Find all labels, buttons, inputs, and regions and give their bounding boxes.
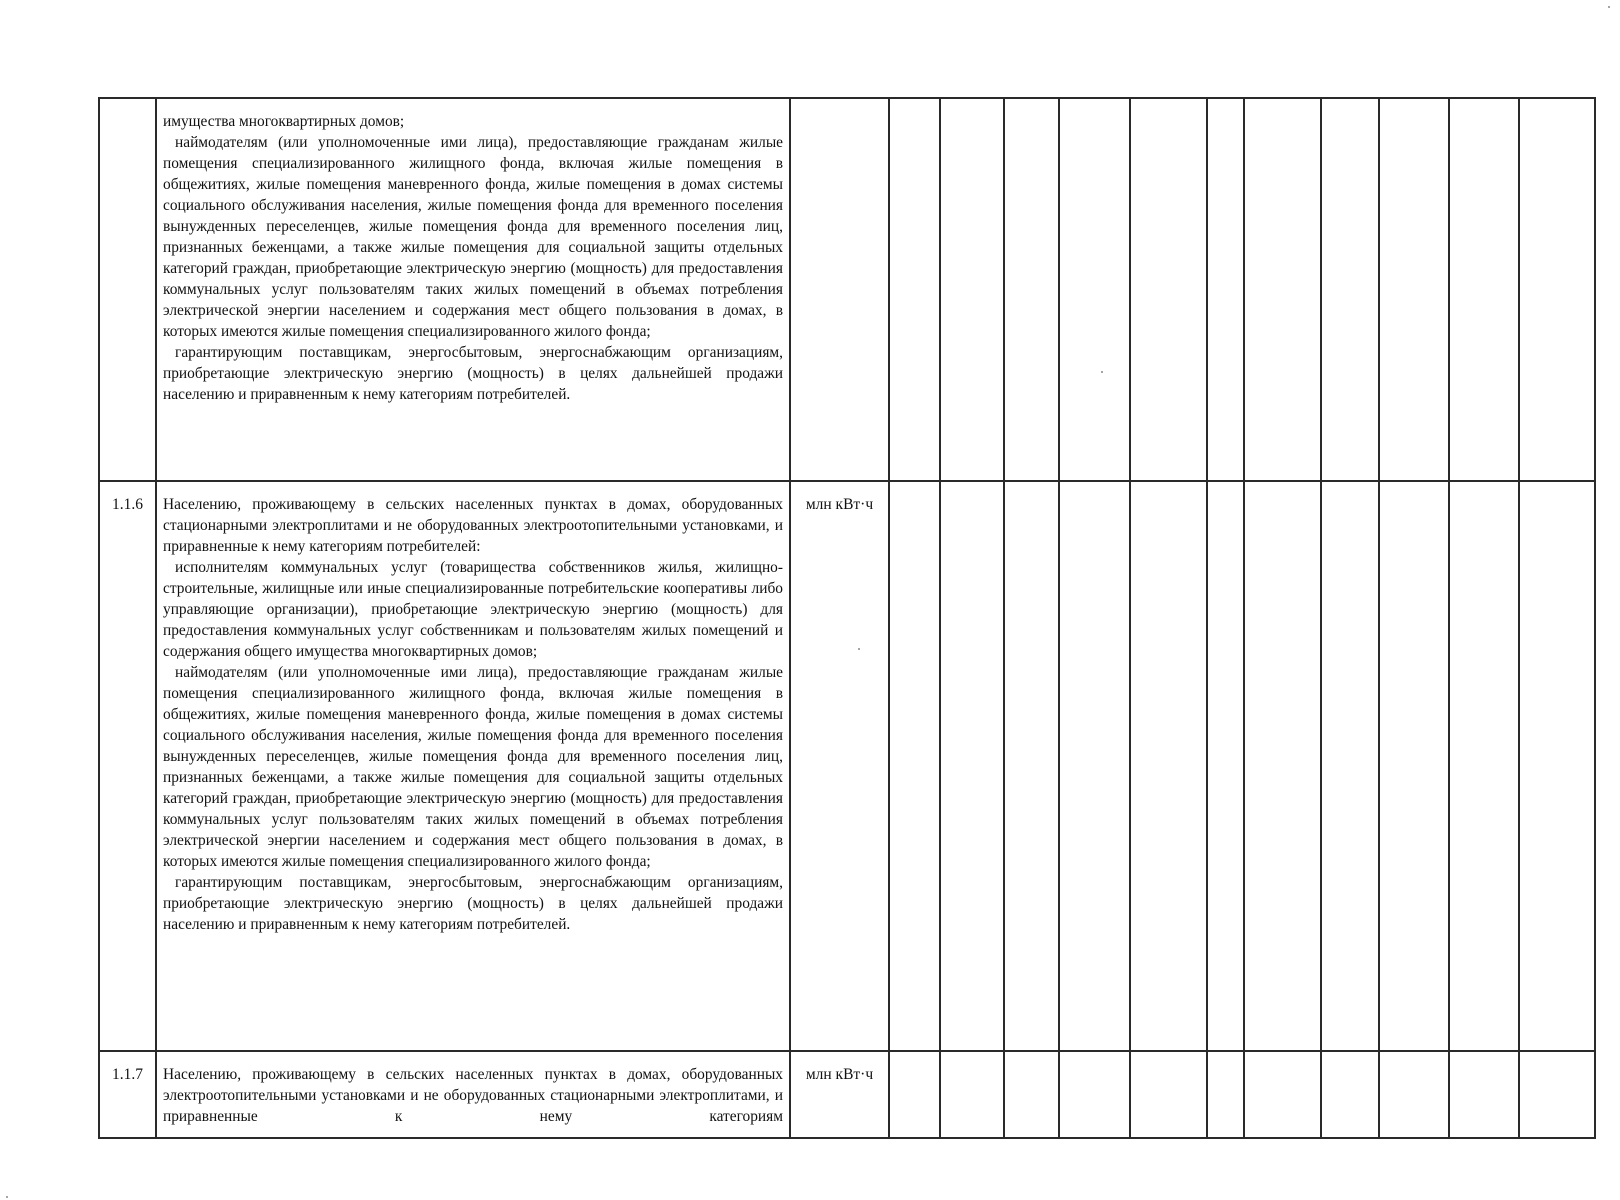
unit-cell (790, 98, 889, 481)
description-cell (156, 481, 790, 1051)
table-row (99, 98, 1595, 481)
value-cell (1449, 481, 1519, 1051)
paragraph: Населению, проживающему в сельских населенных пунктах в домах, оборудованных электроотопительными установками и не оборудованных стационарными электроплитами, и приравненные к нему категориям (163, 1066, 783, 1125)
value-cell (1321, 481, 1379, 1051)
value-cell (940, 98, 1004, 481)
value-cell (1130, 1051, 1207, 1138)
value-cell (1379, 98, 1449, 481)
paragraph: гарантирующим поставщикам, энергосбытовым, энергоснабжающим организациям, приобретающие электрическую энергию (мощность) в целях дальнейшей продажи населению и приравненным к нему категориям потребителей. (163, 344, 783, 403)
description-cell (156, 1051, 790, 1138)
value-cell (1449, 98, 1519, 481)
value-cell (1207, 481, 1244, 1051)
table-row (99, 1051, 1595, 1138)
value-cell (1519, 481, 1595, 1051)
value-cell (940, 481, 1004, 1051)
value-cell (889, 481, 940, 1051)
description-cell (156, 98, 790, 481)
value-cell (1207, 98, 1244, 481)
value-cell (1519, 1051, 1595, 1138)
value-cell (1130, 481, 1207, 1051)
paragraph: имущества многоквартирных домов; (163, 113, 405, 130)
value-cell (1379, 1051, 1449, 1138)
value-cell (1379, 481, 1449, 1051)
row-number-cell: 1.1.6 (99, 481, 156, 1051)
value-cell (1004, 481, 1059, 1051)
paragraph: гарантирующим поставщикам, энергосбытовым, энергоснабжающим организациям, приобретающие электрическую энергию (мощность) в целях дальнейшей продажи населению и приравненным к нему категориям потребителей. (163, 874, 783, 933)
scan-speck (1101, 371, 1103, 373)
value-cell (1321, 1051, 1379, 1138)
value-cell (1004, 98, 1059, 481)
scan-speck (858, 648, 860, 650)
paragraph: наймодателям (или уполномоченные ими лица), предоставляющие гражданам жилые помещения специализированного жилищного фонда, включая жилые помещения в общежитиях, жилые помещения маневренного фонда, жилые помещения в домах системы социального обслуживания населения, жилые помещения фонда для временного поселения вынужденных переселенцев, жилые помещения фонда для временного поселения лиц, признанных беженцами, а также жилые помещения для социальной защиты отдельных категорий граждан, приобретающие электрическую энергию (мощность) для предоставления коммунальных услуг пользователям таких жилых помещений в объемах потребления электрической энергии населением и содержания мест общего пользования в домах, в которых имеются жилые помещения специализированного жилого фонда; (163, 134, 783, 340)
value-cell (1059, 1051, 1130, 1138)
value-cell (1130, 98, 1207, 481)
value-cell (1004, 1051, 1059, 1138)
row-number-cell (99, 98, 156, 481)
unit-cell: млн кВт·ч (790, 1051, 889, 1138)
value-cell (1321, 98, 1379, 481)
row-number-cell: 1.1.7 (99, 1051, 156, 1138)
scan-speck (1608, 6, 1610, 8)
table-row (99, 481, 1595, 1051)
scan-speck (6, 1196, 8, 1198)
value-cell (1244, 98, 1321, 481)
data-table (98, 97, 1596, 1139)
value-cell (1207, 1051, 1244, 1138)
value-cell (1449, 1051, 1519, 1138)
value-cell (1244, 481, 1321, 1051)
value-cell (940, 1051, 1004, 1138)
value-cell (1059, 481, 1130, 1051)
value-cell (1519, 98, 1595, 481)
unit-cell: млн кВт·ч (790, 481, 889, 1051)
value-cell (889, 1051, 940, 1138)
paragraph: наймодателям (или уполномоченные ими лица), предоставляющие гражданам жилые помещения специализированного жилищного фонда, включая жилые помещения в общежитиях, жилые помещения маневренного фонда, жилые помещения в домах системы социального обслуживания населения, жилые помещения фонда для временного поселения вынужденных переселенцев, жилые помещения фонда для временного поселения лиц, признанных беженцами, а также жилые помещения для социальной защиты отдельных категорий граждан, приобретающие электрическую энергию (мощность) для предоставления коммунальных услуг пользователям таких жилых помещений в объемах потребления электрической энергии населением и содержания мест общего пользования в домах, в которых имеются жилые помещения специализированного жилого фонда; (163, 664, 783, 870)
paragraph: исполнителям коммунальных услуг (товарищества собственников жилья, жилищно-строительные, жилищные или иные специализированные потребительские кооперативы либо управляющие организации), приобретающие электрическую энергию (мощность) для предоставления коммунальных услуг собственникам и пользователям жилых помещений и содержания общего имущества многоквартирных домов; (163, 559, 783, 660)
value-cell (889, 98, 940, 481)
value-cell (1059, 98, 1130, 481)
value-cell (1244, 1051, 1321, 1138)
paragraph: Населению, проживающему в сельских населенных пунктах в домах, оборудованных стационарными электроплитами и не оборудованных электроотопительными установками, и приравненные к нему категориям потребителей: (163, 496, 783, 555)
